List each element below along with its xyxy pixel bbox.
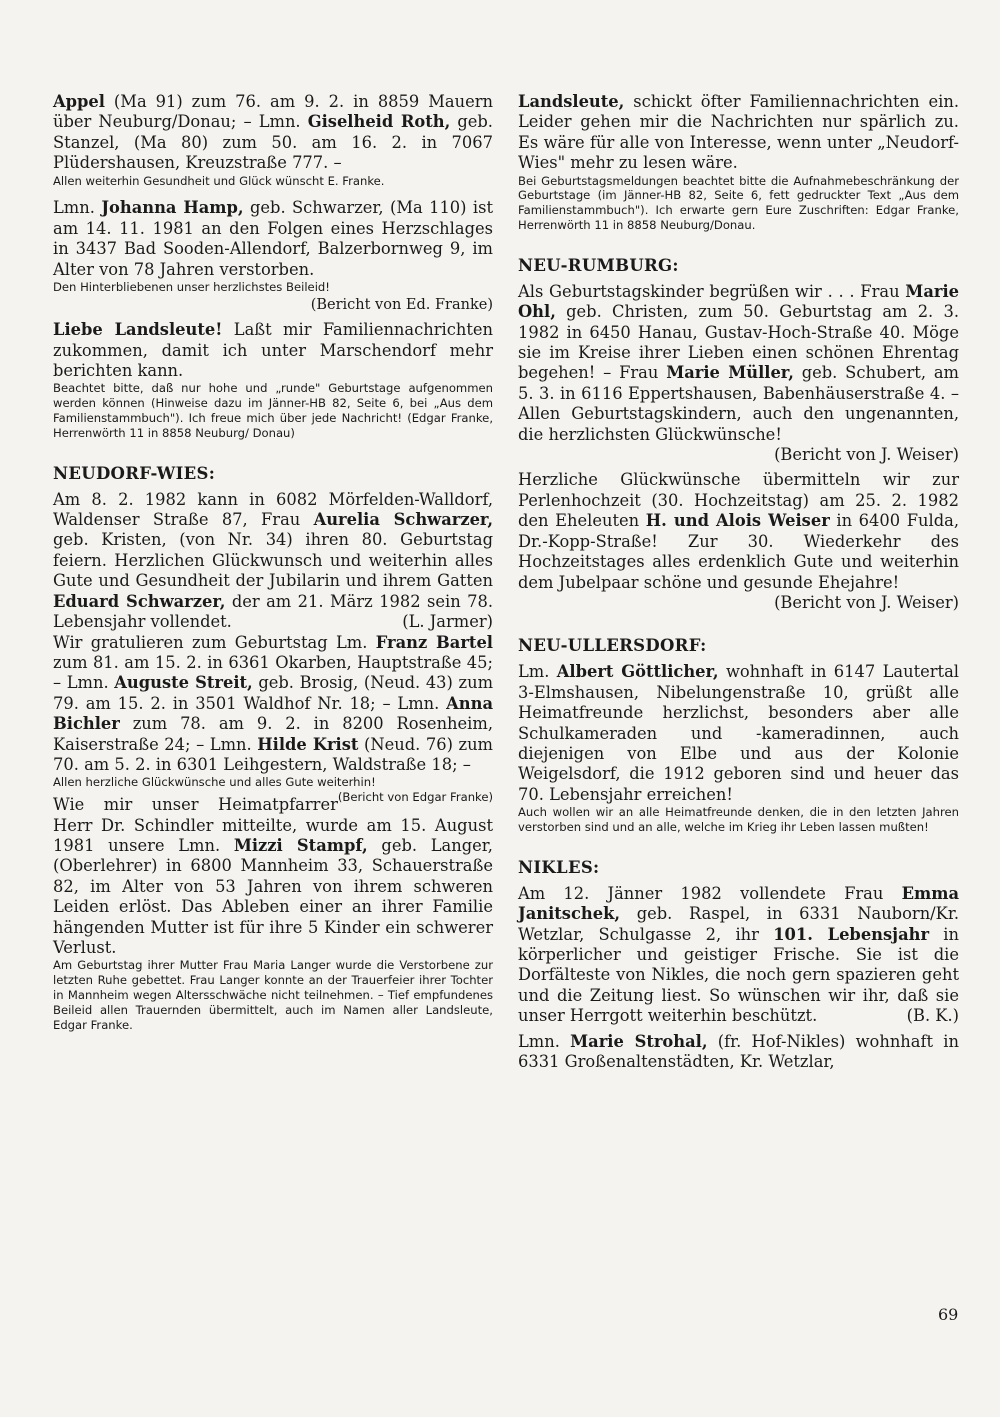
entry-text: Herzliche Glückwünsche übermitteln wir zur Perlenhochzeit (30. Hochzeitstag) am 25. 2. 1982 den Eheleuten bbox=[518, 470, 959, 531]
entry-stampf bbox=[53, 795, 493, 958]
note-franke-wishes: Allen weiterhin Gesundheit und Glück wünscht E. Franke. bbox=[53, 173, 385, 188]
appeal-paragraph bbox=[53, 320, 493, 381]
condolence-note: Den Hinterbliebenen unser herzlichstes Beileid! bbox=[53, 280, 330, 295]
name-roth: Giselheid Roth, bbox=[307, 112, 451, 132]
entry-text: geb. Schubert, am 5. 3. in 6116 Eppertshausen, Babenhäuserstraße 4. – Allen Geburtstagskindern, auch den ungenannten, die herzlichsten Glückwünsche! bbox=[518, 363, 959, 444]
report-credit: (Bericht von Ed. Franke) bbox=[310, 296, 493, 313]
right-column bbox=[518, 92, 959, 1072]
entry-text: geb. Langer, (Oberlehrer) in 6800 Mannheim 33, Schauerstraße 82, im Alter von 53 Jahren von ihrem schweren Leiden erlöst. Das Ableben einer an ihrer Familie hängenden Mutter ist für ihre 5 Kinder ein schwerer Verlust. bbox=[53, 835, 493, 957]
name-krist: Hilde Krist bbox=[257, 734, 359, 754]
entry-goettlicher bbox=[518, 662, 959, 805]
memorial-note: Auch wollen wir an alle Heimatfreunde denken, die in den letzten Jahren verstorben sind und an alle, welche im Krieg ihr Leben lassen mußten! bbox=[518, 805, 959, 834]
entry-text: zum 78. am 9. 2. in 8200 Rosenheim, Kaiserstraße 24; – Lmn. bbox=[53, 714, 493, 754]
entry-birthdays bbox=[53, 633, 493, 776]
continuation-heading: Landsleute, bbox=[518, 92, 625, 111]
report-credit: (B. K.) bbox=[906, 1006, 959, 1026]
section-heading-neudorf-wies: NEUDORF-WIES: bbox=[53, 463, 216, 483]
entry-text: geb. Raspel, in 6331 Nauborn/Kr. Wetzlar, Schulgasse 2, ihr bbox=[518, 904, 959, 944]
wishes-note bbox=[53, 775, 493, 805]
entry-appel bbox=[53, 92, 493, 174]
entry-text: Laßt mir Familiennachrichten zukommen, damit ich unter Marschendorf mehr berichten kann. bbox=[53, 320, 493, 381]
entry-text: Am 8. 2. 1982 kann in 6082 Mörfelden-Walldorf, Waldenser Straße 87, Frau bbox=[53, 489, 493, 530]
name-eduard-schwarzer: Eduard Schwarzer, bbox=[53, 591, 226, 611]
entry-text: (fr. Hof-Nikles) wohnhaft in 6331 Großenaltenstädten, Kr. Wetzlar, bbox=[518, 1031, 959, 1071]
entry-strohal bbox=[518, 1032, 959, 1073]
entry-text: Wir gratulieren zum Geburtstag Lm. bbox=[53, 632, 376, 652]
birthday-note: Beachtet bitte, daß nur hohe und „runde" Geburtstage aufgenommen werden können (Hinweise dazu im Jänner-HB 82, Seite 6, bei „Aus dem Familienstammbuch"). Ich freue mich über jede Nachricht! (Edgar Franke, Herrenwörth 11 in 8858 Neuburg/ Donau) bbox=[53, 381, 493, 440]
age-highlight: 101. Lebensjahr bbox=[773, 924, 930, 944]
section-heading-nikles: NIKLES: bbox=[518, 857, 600, 877]
entry-hamp bbox=[53, 198, 493, 280]
entry-text: geb. Christen, zum 50. Geburtstag am 2. 3. 1982 in 6450 Hanau, Gustav-Hoch-Straße 40. Möge sie im Kreise ihrer Lieben einen schönen Ehrentag begehen! – Frau bbox=[518, 302, 959, 383]
page-number: 69 bbox=[938, 1305, 959, 1324]
name-janitschek: Emma Janitschek, bbox=[518, 883, 959, 924]
entry-text: geb. Schwarzer, (Ma 110) ist am 14. 11. 1981 an den Folgen eines Herzschlages in 3437 Bad Sooden-Allendorf, Balzerbornweg 9, im Alter von 78 Jahren verstorben. bbox=[53, 198, 494, 279]
entry-text: schickt öfter Familiennachrichten ein. Leider gehen mir die Nachrichten nur spärlich zu. Es wäre für alle von Interesse, wenn unter „Neudorf-Wies" mehr zu lesen wäre. bbox=[518, 92, 959, 173]
entry-weiser-anniversary bbox=[518, 470, 959, 592]
name-stampf: Mizzi Stampf, bbox=[233, 835, 368, 855]
entry-text: geb. Stanzel, (Ma 80) zum 50. am 16. 2. in 7067 Plüdershausen, Kreuzstraße 777. – bbox=[53, 112, 493, 173]
entry-text: in 6400 Fulda, Dr.-Kopp-Straße! Zur 30. Wiederkehr des Hochzeitstages alles erdenklich Gute und weiterhin dem Jubelpaar schöne und gesunde Ehejahre! bbox=[518, 511, 960, 592]
entry-text: Als Geburtstagskinder begrüßen wir . . . Frau bbox=[518, 281, 906, 301]
report-credit: (Bericht von Edgar Franke) bbox=[337, 790, 493, 805]
entry-text: Am 12. Jänner 1982 vollendete Frau bbox=[518, 883, 902, 903]
entry-janitschek bbox=[518, 884, 959, 1027]
entry-text: zum 81. am 15. 2. in 6361 Okarben, Hauptstraße 45; – Lmn. bbox=[53, 652, 493, 693]
continuation-paragraph bbox=[518, 92, 959, 174]
funeral-note: Am Geburtstag ihrer Mutter Frau Maria Langer wurde die Verstorbene zur letzten Ruhe gebettet. Frau Langer konnte an der Trauerfeier ihrer Tochter in Mannheim wegen Altersschwäche nicht teilnehmen. – Tief empfundenes Beileid allen Trauernden übermittelt, auch im Namen aller Landsleute, Edgar Franke. bbox=[53, 958, 493, 1032]
entry-text: (Ma 91) zum 76. am 9. 2. in 8859 Mauern über Neuburg/Donau; – Lmn. bbox=[53, 92, 493, 132]
name-hamp: Johanna Hamp, bbox=[101, 198, 244, 218]
entry-text: (Neud. 76) zum 70. am 5. 2. in 6301 Leihgestern, Waldstraße 18; – bbox=[53, 734, 493, 774]
name-mueller: Marie Müller, bbox=[666, 363, 794, 383]
section-heading-neu-rumburg: NEU-RUMBURG: bbox=[518, 255, 679, 275]
name-bichler: Anna Bichler bbox=[53, 693, 493, 734]
section-heading-neu-ullersdorf: NEU-ULLERSDORF: bbox=[518, 636, 707, 656]
entry-text: geb. Kristen, (von Nr. 34) ihren 80. Geburtstag feiern. Herzlichen Glückwunsch und weiterhin alles Gute und Gesundheit der Jubilarin und ihrem Gatten bbox=[53, 530, 493, 591]
entry-text: Lmn. bbox=[53, 198, 102, 218]
entry-text: geb. Brosig, (Neud. 43) zum 79. am 15. 2. in 3501 Waldhof Nr. 18; – Lmn. bbox=[53, 673, 494, 713]
report-credit: (L. Jarmer) bbox=[402, 612, 493, 632]
entry-text: Lm. bbox=[518, 662, 557, 682]
report-credit: (Bericht von J. Weiser) bbox=[774, 592, 959, 612]
name-streit: Auguste Streit, bbox=[114, 673, 253, 693]
entry-text: Wie mir unser Heimatpfarrer Herr Dr. Schindler mitteilte, wurde am 15. August 1981 unsere Lmn. bbox=[53, 795, 493, 855]
name-goettlicher: Albert Göttlicher, bbox=[556, 662, 719, 682]
name-aurelia-schwarzer: Aurelia Schwarzer, bbox=[313, 510, 493, 530]
submission-note: Bei Geburtstagsmeldungen beachtet bitte die Aufnahmebeschränkung der Geburtstage (im Jänner-HB 82, Seite 6, fett gedruckter Text „Aus dem Familienstammbuch"). Ich erwarte gern Eure Zuschriften: Edgar Franke, Herrenwörth 11 in 8858 Neuburg/Donau. bbox=[518, 173, 959, 233]
entry-ohl-mueller bbox=[518, 282, 959, 445]
name-ohl: Marie Ohl, bbox=[518, 281, 959, 322]
name-bartel: Franz Bartel bbox=[375, 632, 493, 652]
entry-text: Lmn. bbox=[518, 1031, 571, 1051]
entry-text: wohnhaft in 6147 Lautertal 3-Elmshausen, Nibelungenstraße 10, grüßt alle Heimatfreunde herzlichst, besonders aber alle Schulkameraden und -kameradinnen, auch diejenigen von Elbe und aus der Kolonie Weigelsdorf, die 1912 geboren sind und heuer das 70. Lebensjahr erreichen! bbox=[518, 662, 959, 804]
entry-text: in körperlicher und geistiger Frische. Sie ist die Dorfälteste von Nikles, die noch gern spazieren geht und die Zeitung liest. So wünschen wir ihr, daß sie unser Herrgott weiterhin beschützt. bbox=[518, 924, 959, 1026]
name-appel: Appel bbox=[53, 92, 105, 111]
appeal-heading: Liebe Landsleute! bbox=[53, 320, 223, 340]
name-weiser: H. und Alois Weiser bbox=[645, 511, 830, 531]
report-credit: (Bericht von J. Weiser) bbox=[774, 445, 959, 465]
name-strohal: Marie Strohal, bbox=[570, 1031, 708, 1051]
entry-schwarzer bbox=[53, 490, 493, 633]
left-column bbox=[53, 92, 493, 1032]
entry-text: Allen herzliche Glückwünsche und alles Gute weiterhin! bbox=[53, 775, 376, 790]
entry-text: der am 21. März 1982 sein 78. Lebensjahr vollendet. bbox=[53, 591, 493, 632]
